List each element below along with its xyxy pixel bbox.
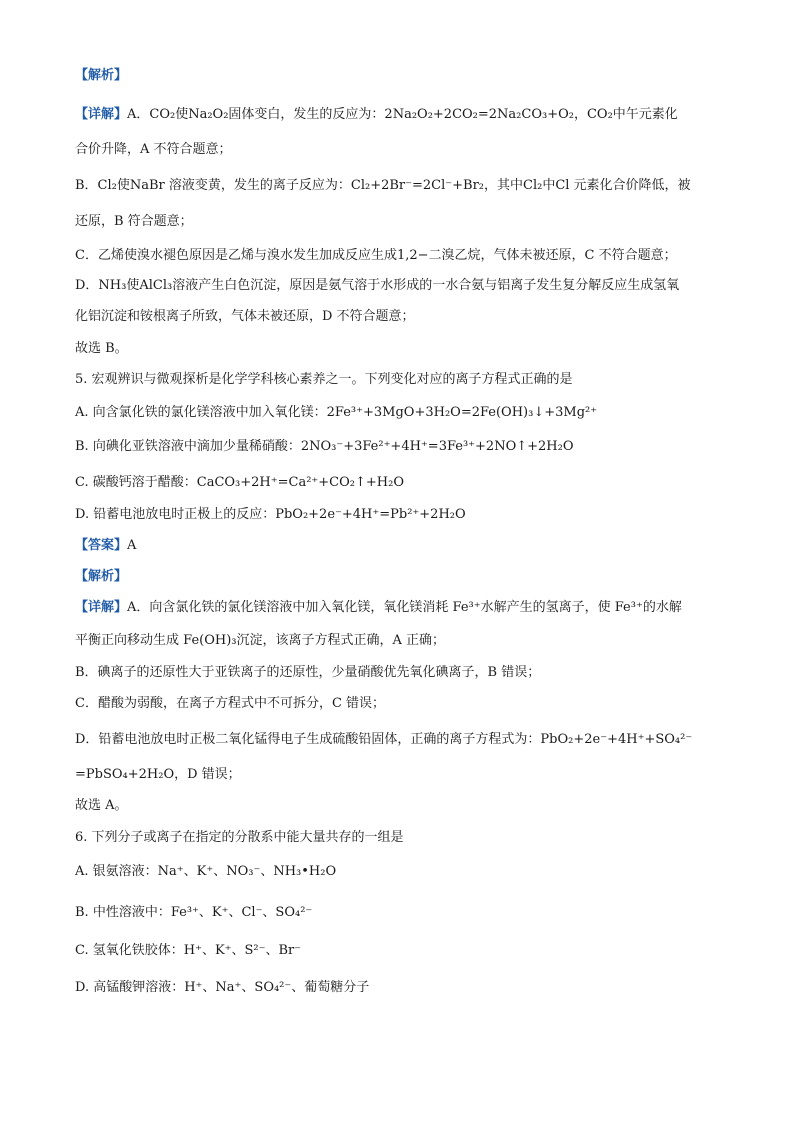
- q5-detail-line-6: =PbSO₄+2H₂O，D 错误；: [75, 767, 241, 782]
- q6-option-c: C. 氢氧化铁胶体：H⁺、K⁺、S²⁻、Br⁻: [75, 943, 302, 958]
- q5-option-a: A. 向含氯化铁的氯化镁溶液中加入氧化镁：2Fe³⁺+3MgO+3H₂O=2Fe(OH)₃↓+3Mg²⁺: [75, 405, 598, 420]
- q5-option-d: D. 铅蓄电池放电时正极上的反应：PbO₂+2e⁻+4H⁺=Pb²⁺+2H₂O: [75, 507, 466, 522]
- q5-option-c: C. 碳酸钙溶于醋酸：CaCO₃+2H⁺=Ca²⁺+CO₂↑+H₂O: [75, 475, 404, 490]
- q4-detail-label: 【详解】: [75, 107, 128, 122]
- q5-detail-line-2: 平衡正向移动生成 Fe(OH)₃沉淀，该离子方程式正确，A 正确；: [75, 633, 446, 648]
- q5-answer-value: A: [127, 538, 137, 553]
- q4-detail-line-7: 化铝沉淀和铵根离子所致，气体未被还原，D 不符合题意；: [75, 309, 415, 324]
- q5-detail-line-1: 【详解】A．向含氯化铁的氯化镁溶液中加入氧化镁，氧化镁消耗 Fe³⁺水解产生的氢离子，使 Fe³⁺的水解: [75, 600, 682, 615]
- q6-stem: 6. 下列分子或离子在指定的分散系中能大量共存的一组是: [75, 830, 404, 845]
- q5-answer-label: 【答案】: [75, 538, 128, 553]
- q6-option-d: D. 高锰酸钾溶液：H⁺、Na⁺、SO₄²⁻、葡萄糖分子: [75, 980, 370, 995]
- q5-conclusion: 故选 A。: [75, 798, 128, 813]
- q5-detail-label: 【详解】: [75, 600, 128, 615]
- q5-detail-line-5: D．铅蓄电池放电时正极二氧化锰得电子生成硫酸铅固体，正确的离子方程式为：PbO₂+2e⁻+4H⁺+SO₄²⁻: [75, 732, 693, 747]
- q4-detail-line-2: 合价升降，A 不符合题意；: [75, 142, 232, 157]
- q5-analysis-label: 【解析】: [75, 569, 128, 584]
- q4-conclusion: 故选 B。: [75, 341, 128, 356]
- q6-option-a: A. 银氨溶液：Na⁺、K⁺、NO₃⁻、NH₃•H₂O: [75, 864, 337, 879]
- q4-detail-line-6: D．NH₃使AlCl₃溶液产生白色沉淀，原因是氨气溶于水形成的一水合氨与铝离子发生复分解反应生成氢氧: [75, 278, 680, 293]
- q4-detail-line-5: C．乙烯使溴水褪色原因是乙烯与溴水发生加成反应生成1,2−二溴乙烷，气体未被还原，C 不符合题意；: [75, 248, 677, 263]
- q5-stem: 5. 宏观辨识与微观探析是化学学科核心素养之一。下列变化对应的离子方程式正确的是: [75, 372, 573, 387]
- q5-detail-line-3: B．碘离子的还原性大于亚铁离子的还原性，少量硝酸优先氧化碘离子，B 错误；: [75, 665, 541, 680]
- q4-detail-line-4: 还原，B 符合题意；: [75, 214, 193, 229]
- q5-detail-line-4: C．醋酸为弱酸，在离子方程式中不可拆分，C 错误；: [75, 696, 386, 711]
- q4-analysis-label: 【解析】: [75, 68, 128, 83]
- q4-detail-line-1: 【详解】A．CO₂使Na₂O₂固体变白，发生的反应为：2Na₂O₂+2CO₂=2Na₂CO₃+O₂，CO₂中午元素化: [75, 107, 678, 122]
- q5-option-b: B. 向碘化亚铁溶液中滴加少量稀硝酸：2NO₃⁻+3Fe²⁺+4H⁺=3Fe³⁺+2NO↑+2H₂O: [75, 439, 574, 454]
- q4-detail-line-3: B．Cl₂使NaBr 溶液变黄，发生的离子反应为：Cl₂+2Br⁻=2Cl⁻+Br₂，其中Cl₂中Cl 元素化合价降低，被: [75, 178, 691, 193]
- q5-answer: [75, 536, 725, 556]
- q6-option-b: B. 中性溶液中：Fe³⁺、K⁺、Cl⁻、SO₄²⁻: [75, 905, 313, 920]
